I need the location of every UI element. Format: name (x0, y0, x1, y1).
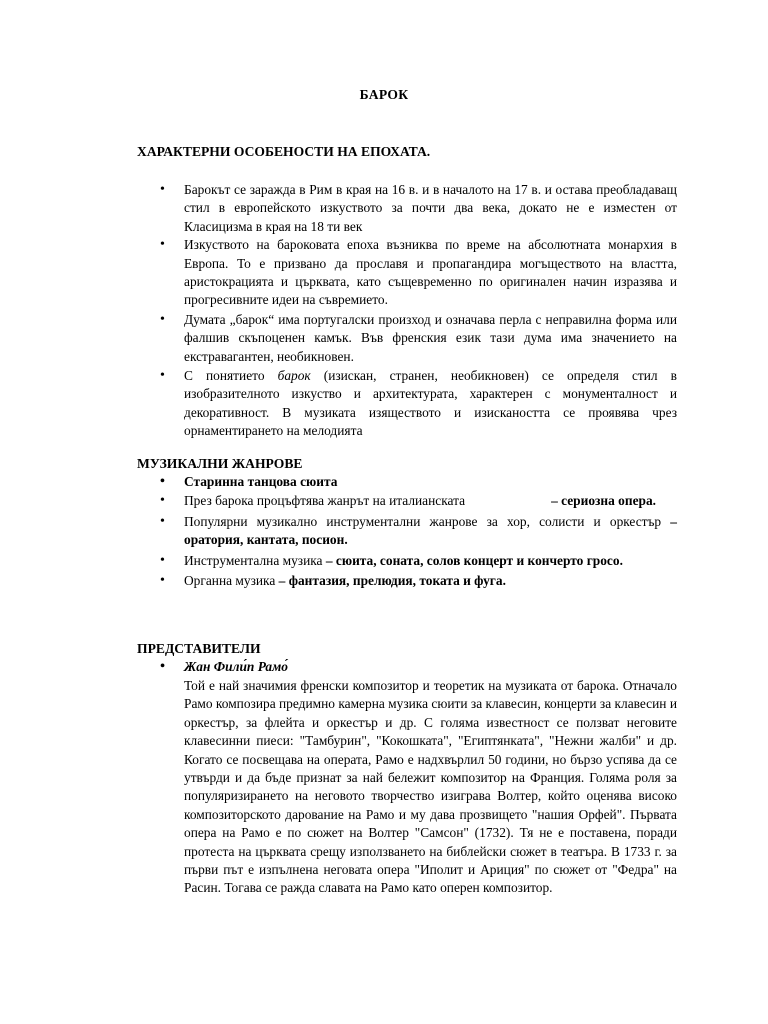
section-heading-epoch: ХАРАКТЕРНИ ОСОБЕНОСТИ НА ЕПОХАТА. (137, 144, 431, 159)
item-text: С понятието (184, 368, 278, 384)
list-item (137, 552, 677, 570)
list-item (137, 572, 677, 590)
item-text: (изискан, странен, необикновен) се определя стил в изобразителното изкуство и архитектурата, характерен с монументалност и декоративност. В музиката изяществото и изискаността се проявява чрез орнаментирането на мелодията (184, 368, 677, 439)
list-item: • Изкуството на бароковата епоха възниква по време на абсолютната монархия в Европа. То е призвано да прославя и пропагандира могъществото на властта, аристокрацията и църквата, като същевременно по оригинален начин изразява и прогресивните идеи на съвремието. (137, 236, 677, 310)
item-italic-term: барок (277, 368, 311, 384)
item-bold: – оратория, кантата, посион. (184, 513, 677, 548)
list-item: • Думата „барок“ има португалски произход и означава перла с неправилна форма или фалшив скъпоценен камък. Във френския език тази дума има значението на екстравагантен, необикновен. (137, 311, 677, 366)
representatives-list (137, 658, 677, 676)
item-bold: – сериозна опера. (551, 493, 657, 509)
epoch-list (137, 181, 677, 441)
list-item (137, 367, 677, 441)
composer-biography: Той е най значимия френски композитор и теоретик на музиката от барока. Отначало Рамо композира предимно камерна музика сюити за клавесин, концерти за клавесин и оркестър, за флейта и оркестър и др. С голяма известност се ползват неговите клавесинни пиеси: "Тамбурин", "Кокошката", "Египтянката", "Нежни жалби" и др. Когато се посвещава на операта, Рамо е надхвърлил 50 години, но бързо успява да се утвърди и да бъде признат за най бележит композитор на Франция. Голяма роля за популяризирането на неговото творчество изиграва Волтер, който оценява високо композиторското дарование на Рамо и му дава прозвището "нашия Орфей". Първата опера на Рамо е по сюжет на Волтер "Самсон" (1732). Тя не е поставена, поради протеста на църквата срещу използването на библейски сюжет в театъра. В 1733 г. за първи път е изпълнена неговата опера "Иполит и Ариция" по сюжет от "Федра" на Расин. Тогава се ражда славата на Рамо като оперен композитор. (184, 678, 677, 896)
section-heading-representatives: ПРЕДСТАВИТЕЛИ (137, 641, 261, 656)
item-bold: – сюита, соната, солов концерт и кончерто гросо. (325, 552, 623, 568)
document-title: БАРОК (359, 87, 409, 102)
item-text: Инструментална музика (184, 552, 326, 568)
list-item (137, 513, 677, 550)
genres-list (137, 473, 677, 590)
item-bold: – (278, 573, 289, 589)
section-heading-genres: МУЗИКАЛНИ ЖАНРОВЕ (137, 456, 303, 471)
list-item (137, 492, 677, 510)
list-item: • Старинна танцова сюита (137, 473, 677, 491)
item-text: През барока процъфтява жанрът на италианската (184, 493, 466, 509)
item-bold: фантазия, прелюдия, токата и фуга. (288, 573, 506, 589)
composer-name: • Жан Фили́п Рамо́ (137, 658, 677, 676)
item-text: Органна музика (184, 573, 279, 589)
list-item: • Барокът се заражда в Рим в края на 16 в. и в началото на 17 в. и остава преобладаващ стил в европейското изкуството за почти два века, докато не е изместен от Класицизма в края на 18 ти век (137, 181, 677, 236)
item-text: Популярни музикално инструментални жанрове за хор, солисти и оркестър (184, 513, 671, 529)
